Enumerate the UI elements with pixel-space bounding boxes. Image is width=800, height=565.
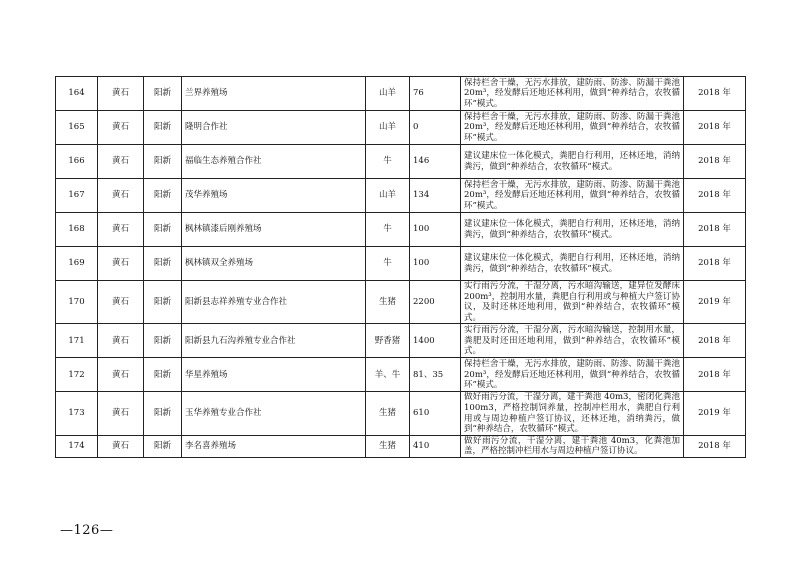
table-row <box>56 111 746 145</box>
measures-cell: 保持栏舍干燥，无污水排放，建防雨、防渗、防漏干粪池 20m³，经发酵后还地还林利用，做到“种养结合，农牧循环”模式。 <box>461 179 684 213</box>
species-cell: 生猪 <box>366 281 410 324</box>
table-row <box>56 77 746 111</box>
page-number: —126— <box>60 523 114 538</box>
row-number: 174 <box>56 435 98 457</box>
year-cell: 2018 年 <box>684 111 746 145</box>
farm-name-cell: 茂华养殖场 <box>182 179 366 213</box>
row-number: 170 <box>56 281 98 324</box>
table-row <box>56 324 746 358</box>
year-cell: 2018 年 <box>684 358 746 392</box>
year-cell: 2018 年 <box>684 435 746 457</box>
measures-cell: 建议建床位一体化模式，粪肥自行利用，还林还地，消纳粪污，做到“种养结合，农牧循环”模式。 <box>461 145 684 179</box>
farm-name-cell: 玉华养殖专业合作社 <box>182 392 366 435</box>
city-cell: 黄石 <box>98 324 144 358</box>
measures-cell: 做好雨污分流，干湿分离，建干粪池 40m3，化粪池加盖，严格控制冲栏用水与周边种植户签订协议。 <box>461 435 684 457</box>
city-cell: 黄石 <box>98 77 144 111</box>
county-cell: 阳新 <box>144 281 182 324</box>
year-cell: 2018 年 <box>684 77 746 111</box>
measures-cell: 实行雨污分流，干湿分离，污水暗沟输送，建异位发酵床 200m³，控制用水量，粪肥自行利用或与种植大户签订协议，及时还林还地利用，做到“种养结合，农牧循环”模式。 <box>461 281 684 324</box>
table-row <box>56 145 746 179</box>
species-cell: 羊、牛 <box>366 358 410 392</box>
table-row <box>56 247 746 281</box>
scale-cell: 134 <box>410 179 461 213</box>
county-cell: 阳新 <box>144 213 182 247</box>
city-cell: 黄石 <box>98 281 144 324</box>
farm-name-cell: 华星养殖场 <box>182 358 366 392</box>
city-cell: 黄石 <box>98 179 144 213</box>
farm-name-cell: 福临生态养殖合作社 <box>182 145 366 179</box>
farm-name-cell: 阳新县志祥养殖专业合作社 <box>182 281 366 324</box>
scale-cell: 610 <box>410 392 461 435</box>
table-row <box>56 179 746 213</box>
species-cell: 山羊 <box>366 179 410 213</box>
farm-name-cell: 枫林镇双全养殖场 <box>182 247 366 281</box>
row-number: 172 <box>56 358 98 392</box>
row-number: 165 <box>56 111 98 145</box>
city-cell: 黄石 <box>98 213 144 247</box>
farm-table <box>55 76 746 458</box>
county-cell: 阳新 <box>144 392 182 435</box>
scale-cell: 76 <box>410 77 461 111</box>
farm-name-cell: 枫林镇漆后刚养殖场 <box>182 213 366 247</box>
measures-cell: 保持栏舍干燥，无污水排放，建防雨、防渗、防漏干粪池 20m³，经发酵后还地还林利用，做到“种养结合，农牧循环”模式。 <box>461 358 684 392</box>
scale-cell: 2200 <box>410 281 461 324</box>
scale-cell: 146 <box>410 145 461 179</box>
measures-cell: 做好雨污分流，干湿分离，建干粪池 40m3，密闭化粪池 100m3，严格控制饲养量，控制冲栏用水，粪肥自行利用或与周边种植户签订协议，还林还地，消纳粪污，做到“种养结合，农牧循环”模式。 <box>461 392 684 435</box>
city-cell: 黄石 <box>98 435 144 457</box>
table-row <box>56 281 746 324</box>
year-cell: 2018 年 <box>684 247 746 281</box>
county-cell: 阳新 <box>144 145 182 179</box>
city-cell: 黄石 <box>98 392 144 435</box>
scale-cell: 1400 <box>410 324 461 358</box>
table-row <box>56 392 746 435</box>
measures-cell: 建议建床位一体化模式，粪肥自行利用，还林还地，消纳粪污，做到“种养结合，农牧循环”模式。 <box>461 213 684 247</box>
city-cell: 黄石 <box>98 358 144 392</box>
county-cell: 阳新 <box>144 324 182 358</box>
city-cell: 黄石 <box>98 247 144 281</box>
species-cell: 牛 <box>366 213 410 247</box>
farm-name-cell: 阳新县九石沟养殖专业合作社 <box>182 324 366 358</box>
row-number: 166 <box>56 145 98 179</box>
county-cell: 阳新 <box>144 77 182 111</box>
row-number: 171 <box>56 324 98 358</box>
farm-name-cell: 李名喜养殖场 <box>182 435 366 457</box>
year-cell: 2018 年 <box>684 213 746 247</box>
species-cell: 山羊 <box>366 77 410 111</box>
county-cell: 阳新 <box>144 247 182 281</box>
scale-cell: 100 <box>410 247 461 281</box>
city-cell: 黄石 <box>98 145 144 179</box>
table-row <box>56 435 746 457</box>
farm-table-body <box>56 77 746 458</box>
measures-cell: 保持栏舍干燥，无污水排放，建防雨、防渗、防漏干粪池 20m³，经发酵后还地还林利用，做到“种养结合，农牧循环”模式。 <box>461 111 684 145</box>
species-cell: 生猪 <box>366 392 410 435</box>
year-cell: 2018 年 <box>684 179 746 213</box>
scale-cell: 81、35 <box>410 358 461 392</box>
year-cell: 2019 年 <box>684 392 746 435</box>
county-cell: 阳新 <box>144 111 182 145</box>
species-cell: 牛 <box>366 247 410 281</box>
scale-cell: 100 <box>410 213 461 247</box>
species-cell: 生猪 <box>366 435 410 457</box>
county-cell: 阳新 <box>144 179 182 213</box>
year-cell: 2018 年 <box>684 145 746 179</box>
county-cell: 阳新 <box>144 435 182 457</box>
row-number: 167 <box>56 179 98 213</box>
measures-cell: 保持栏舍干燥，无污水排放，建防雨、防渗、防漏干粪池 20m³，经发酵后还地还林利用，做到“种养结合，农牧循环”模式。 <box>461 77 684 111</box>
table-row <box>56 213 746 247</box>
species-cell: 山羊 <box>366 111 410 145</box>
species-cell: 牛 <box>366 145 410 179</box>
species-cell: 野香猪 <box>366 324 410 358</box>
measures-cell: 实行雨污分流，干湿分离，污水暗沟输送，控制用水量，粪肥及时还田还地利用，做到“种养结合，农牧循环”模式。 <box>461 324 684 358</box>
year-cell: 2019 年 <box>684 281 746 324</box>
measures-cell: 建议建床位一体化模式，粪肥自行利用，还林还地，消纳粪污，做到“种养结合，农牧循环”模式。 <box>461 247 684 281</box>
farm-name-cell: 隆明合作社 <box>182 111 366 145</box>
county-cell: 阳新 <box>144 358 182 392</box>
year-cell: 2018 年 <box>684 324 746 358</box>
table-row <box>56 358 746 392</box>
farm-name-cell: 兰界养殖场 <box>182 77 366 111</box>
row-number: 173 <box>56 392 98 435</box>
row-number: 169 <box>56 247 98 281</box>
city-cell: 黄石 <box>98 111 144 145</box>
scale-cell: 410 <box>410 435 461 457</box>
scale-cell: 0 <box>410 111 461 145</box>
row-number: 168 <box>56 213 98 247</box>
row-number: 164 <box>56 77 98 111</box>
